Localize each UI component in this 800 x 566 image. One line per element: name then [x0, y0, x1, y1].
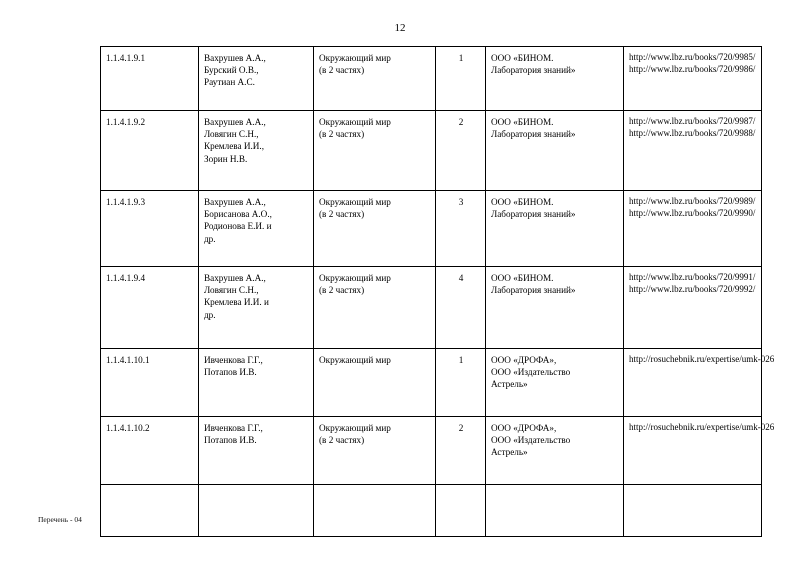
author-line: Ивченкова Г.Г.,	[204, 423, 263, 433]
cell-urls	[624, 191, 762, 267]
author-line: др.	[204, 233, 216, 244]
url-line[interactable]: http://rosuchebnik.ru/expertise/umk-026	[629, 354, 775, 364]
page-number: 12	[394, 22, 406, 34]
cell-authors	[199, 485, 314, 537]
code-value: 1.1.4.1.10.1	[106, 355, 150, 365]
cell-code	[101, 191, 199, 267]
cell-code	[101, 417, 199, 485]
table-row	[101, 349, 762, 417]
cell-urls	[624, 417, 775, 485]
grade-value: 4	[458, 273, 464, 283]
author-line: Родионова Е.И. и	[204, 221, 272, 232]
table-row	[101, 267, 762, 349]
title-line: Окружающий мир	[319, 197, 391, 207]
cell-grade	[436, 191, 486, 267]
publisher-line: ООО «ДРОФА»,	[491, 355, 557, 365]
publisher-line: Лаборатория знаний»	[491, 129, 576, 140]
table-body	[101, 47, 775, 537]
author-line: Вахрушев А.А.,	[204, 197, 266, 207]
cell-publisher	[486, 349, 624, 417]
cell-title	[314, 267, 436, 349]
url-line[interactable]: http://www.lbz.ru/books/720/9985/	[629, 52, 756, 62]
cell-publisher	[486, 191, 624, 267]
code-value: 1.1.4.1.9.1	[106, 53, 146, 63]
url-line[interactable]: http://www.lbz.ru/books/720/9986/	[629, 63, 756, 74]
cell-authors	[199, 267, 314, 349]
author-line: Зорин Н.В.	[204, 153, 248, 164]
publisher-line: Лаборатория знаний»	[491, 65, 576, 76]
author-line: Потапов И.В.	[204, 435, 257, 446]
grade-value: 3	[458, 197, 464, 207]
cell-publisher	[486, 267, 624, 349]
author-line: Ловягин С.Н.,	[204, 285, 259, 296]
cell-title	[314, 485, 436, 537]
cell-urls	[624, 485, 762, 537]
author-line: Раутиан А.С.	[204, 77, 255, 88]
grade-value: 2	[458, 117, 464, 127]
publisher-line: Астрель»	[491, 447, 528, 458]
publisher-line: ООО «БИНОМ.	[491, 197, 554, 207]
title-line: (в 2 частях)	[319, 435, 365, 446]
author-line: Вахрушев А.А.,	[204, 117, 266, 127]
url-line[interactable]: http://www.lbz.ru/books/720/9987/	[629, 116, 756, 126]
cell-title	[314, 417, 436, 485]
table-row	[101, 417, 762, 485]
table-row	[101, 47, 762, 111]
title-line: Окружающий мир	[319, 53, 391, 63]
publisher-line: Лаборатория знаний»	[491, 209, 576, 220]
cell-authors	[199, 191, 314, 267]
cell-publisher	[486, 111, 624, 191]
author-line: Борисанова А.О.,	[204, 209, 272, 220]
publisher-line: ООО «Издательство	[491, 367, 571, 378]
cell-code	[101, 267, 199, 349]
cell-grade	[436, 485, 486, 537]
code-value: 1.1.4.1.9.3	[106, 197, 146, 207]
author-line: Ивченкова Г.Г.,	[204, 355, 263, 365]
cell-publisher	[486, 485, 624, 537]
publisher-line: ООО «ДРОФА»,	[491, 423, 557, 433]
cell-code	[101, 349, 199, 417]
url-line[interactable]: http://www.lbz.ru/books/720/9992/	[629, 283, 756, 294]
title-line: (в 2 частях)	[319, 129, 365, 140]
author-line: Ловягин С.Н.,	[204, 129, 259, 140]
grade-value: 1	[458, 355, 464, 365]
textbook-registry-table	[100, 46, 775, 537]
publisher-line: ООО «БИНОМ.	[491, 273, 554, 283]
url-line[interactable]: http://www.lbz.ru/books/720/9989/	[629, 196, 756, 206]
title-line: Окружающий мир	[319, 423, 391, 433]
code-value: 1.1.4.1.9.2	[106, 117, 146, 127]
cell-urls	[624, 47, 762, 111]
author-line: др.	[204, 309, 216, 320]
author-line: Вахрушев А.А.,	[204, 273, 266, 283]
title-line: Окружающий мир	[319, 273, 391, 283]
publisher-line: ООО «БИНОМ.	[491, 117, 554, 127]
publisher-line: ООО «БИНОМ.	[491, 53, 554, 63]
cell-authors	[199, 349, 314, 417]
cell-grade	[436, 47, 486, 111]
cell-urls	[624, 111, 762, 191]
cell-publisher	[486, 417, 624, 485]
cell-authors	[199, 111, 314, 191]
footer-note: Перечень - 04	[38, 515, 82, 524]
cell-publisher	[486, 47, 624, 111]
publisher-line: Астрель»	[491, 379, 528, 390]
author-line: Кремлева И.И.,	[204, 141, 265, 152]
title-line: Окружающий мир	[319, 117, 391, 127]
code-value: 1.1.4.1.9.4	[106, 273, 146, 283]
publisher-line: ООО «Издательство	[491, 435, 571, 446]
author-line: Кремлева И.И. и	[204, 297, 269, 308]
cell-title	[314, 349, 436, 417]
cell-urls	[624, 349, 775, 417]
title-line: (в 2 частях)	[319, 209, 365, 220]
cell-authors	[199, 47, 314, 111]
grade-value: 1	[458, 53, 464, 63]
cell-title	[314, 191, 436, 267]
title-line: (в 2 частях)	[319, 285, 365, 296]
table-row	[101, 191, 762, 267]
title-line: (в 2 частях)	[319, 65, 365, 76]
cell-grade	[436, 267, 486, 349]
url-line[interactable]: http://www.lbz.ru/books/720/9988/	[629, 127, 756, 138]
cell-title	[314, 111, 436, 191]
publisher-line: Лаборатория знаний»	[491, 285, 576, 296]
grade-value: 2	[458, 423, 464, 433]
url-line[interactable]: http://www.lbz.ru/books/720/9991/	[629, 272, 756, 282]
author-line: Потапов И.В.	[204, 367, 257, 378]
cell-grade	[436, 417, 486, 485]
cell-urls	[624, 267, 762, 349]
table	[100, 46, 775, 537]
cell-code	[101, 485, 199, 537]
cell-code	[101, 111, 199, 191]
author-line: Бурский О.В.,	[204, 65, 259, 76]
title-line: Окружающий мир	[319, 355, 391, 365]
cell-authors	[199, 417, 314, 485]
url-line[interactable]: http://www.lbz.ru/books/720/9990/	[629, 207, 756, 218]
cell-code	[101, 47, 199, 111]
cell-grade	[436, 111, 486, 191]
cell-grade	[436, 349, 486, 417]
table-row	[101, 485, 762, 537]
table-row	[101, 111, 762, 191]
author-line: Вахрушев А.А.,	[204, 53, 266, 63]
url-line[interactable]: http://rosuchebnik.ru/expertise/umk-026	[629, 422, 775, 432]
code-value: 1.1.4.1.10.2	[106, 423, 150, 433]
cell-title	[314, 47, 436, 111]
